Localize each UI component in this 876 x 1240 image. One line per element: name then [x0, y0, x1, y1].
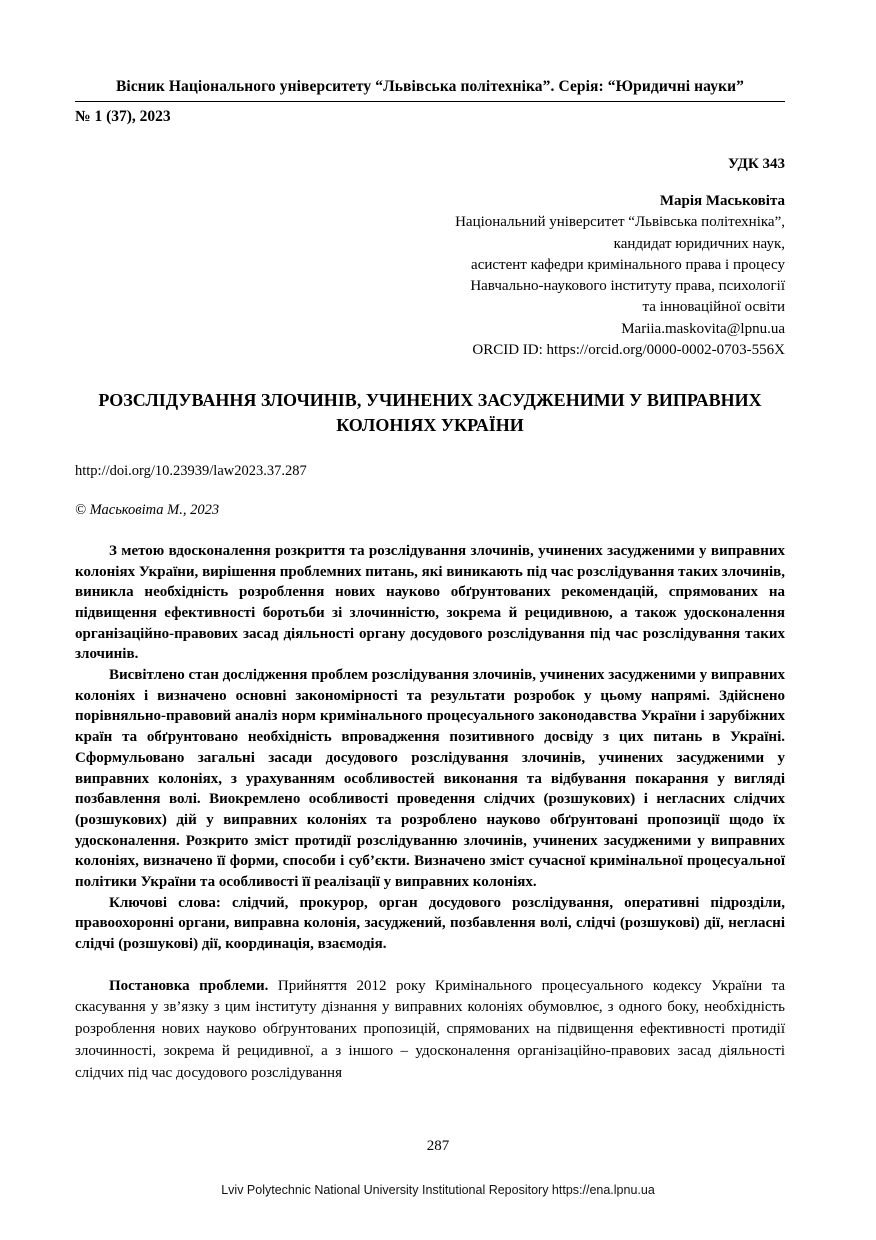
body-section: [75, 976, 785, 1085]
repository-footer: Lviv Polytechnic National University Institutional Repository https://ena.lpnu.ua: [221, 1183, 655, 1197]
article-title: РОЗСЛІДУВАННЯ ЗЛОЧИНІВ, УЧИНЕНИХ ЗАСУДЖЕНИМИ У ВИПРАВНИХ КОЛОНІЯХ УКРАЇНИ: [98, 390, 762, 435]
affiliation-line-1: Національний університет “Львівська політехніка”,: [455, 214, 785, 231]
author-email: Mariia.maskovita@lpnu.ua: [621, 320, 785, 337]
affiliation-line-4: Навчально-наукового інституту права, психології: [470, 278, 785, 295]
affiliation-line-3: асистент кафедри кримінального права і процесу: [471, 256, 785, 273]
udc-code: УДК 343: [728, 156, 785, 172]
keywords-text: слідчий, прокурор, орган досудового розслідування, оперативні підрозділи, правоохоронні органи, виправна колонія, засуджений, позбавлення волі, слідчі (розшукові) дії, негласні слідчі (розшукові) дії, координація, взаємодія.: [75, 894, 785, 953]
copyright-line: © Маськовіта М., 2023: [75, 501, 220, 518]
running-head: Вісник Національного університету “Львівська політехніка”. Серія: “Юридичні науки”: [115, 78, 745, 95]
abstract: [75, 541, 785, 893]
body-paragraph-1: [75, 976, 785, 1085]
affiliation-line-2: кандидат юридичних наук,: [613, 235, 785, 252]
keywords-block: [75, 893, 785, 955]
page-content: [75, 78, 785, 1084]
affiliation-line-5: та інноваційної освіти: [642, 299, 785, 316]
abstract-paragraph-1: З метою вдосконалення розкриття та розслідування злочинів, учинених засудженими у виправних колоніях України, вирішення проблемних питань, які виникають під час розслідування таких злочинів, виникла необхідність розроблення нових науково обґрунтованих рекомендацій, спрямованих на підвищення ефективності боротьби зі злочинністю, зокрема й рецидивною, а також удосконалення організаційно-правових засад діяльності органу досудового розслідування під час розслідування таких злочинів.: [75, 542, 785, 663]
keywords-paragraph: [75, 893, 785, 955]
header-divider: [75, 101, 785, 102]
issue-number: № 1 (37), 2023: [75, 108, 171, 125]
body-paragraph-text: Прийняття 2012 року Кримінального процесуального кодексу України та скасування у зв’язку з цим інституту дізнання у виправних колоніях обумовлює, з одного боку, необхідність розроблення нових науково обґрунтованих пропозицій, спрямованих на підвищення ефективності протидії злочинності, зокрема й рецидивної, а з іншого – удосконалення організаційно-правових засад діяльності слідчих під час досудового розслідування: [75, 977, 785, 1081]
page-number: 287: [426, 1138, 450, 1154]
abstract-paragraph-2: Висвітлено стан дослідження проблем розслідування злочинів, учинених засудженими у виправних колоніях і визначено основні закономірності та результати розробок у цьому напрямі. Здійснено порівняльно-правовий аналіз норм кримінального процесуального законодавства України і зарубіжних країн та обґрунтовано необхідність впровадження позитивного досвіду з цих питань в Україні. Сформульовано загальні засади досудового розслідування злочинів, учинених засудженими у виправних колоніях, з урахуванням особливостей виконання та відбування покарання у вигляді позбавлення волі. Виокремлено особливості проведення слідчих (розшукових) і негласних слідчих (розшукових) дій у виправних колоніях та розроблено науково обґрунтовані пропозиції щодо їх удосконалення. Розкрито зміст протидії розслідуванню злочинів, учинених засудженими у виправних колоніях, визначено її форми, способи і суб’єкти. Визначено зміст сучасної кримінальної процесуальної політики України та особливості її реалізації у виправних колоніях.: [75, 667, 785, 890]
doi-link[interactable]: http://doi.org/10.23939/law2023.37.287: [75, 462, 307, 479]
section-heading-inline: Постановка проблеми.: [109, 977, 269, 994]
keywords-label: Ключові слова:: [109, 894, 221, 911]
author-block: [75, 191, 785, 361]
author-orcid: ORCID ID: https://orcid.org/0000-0002-0703-556X: [472, 342, 785, 359]
author-name: Марія Маськовіта: [659, 193, 785, 209]
